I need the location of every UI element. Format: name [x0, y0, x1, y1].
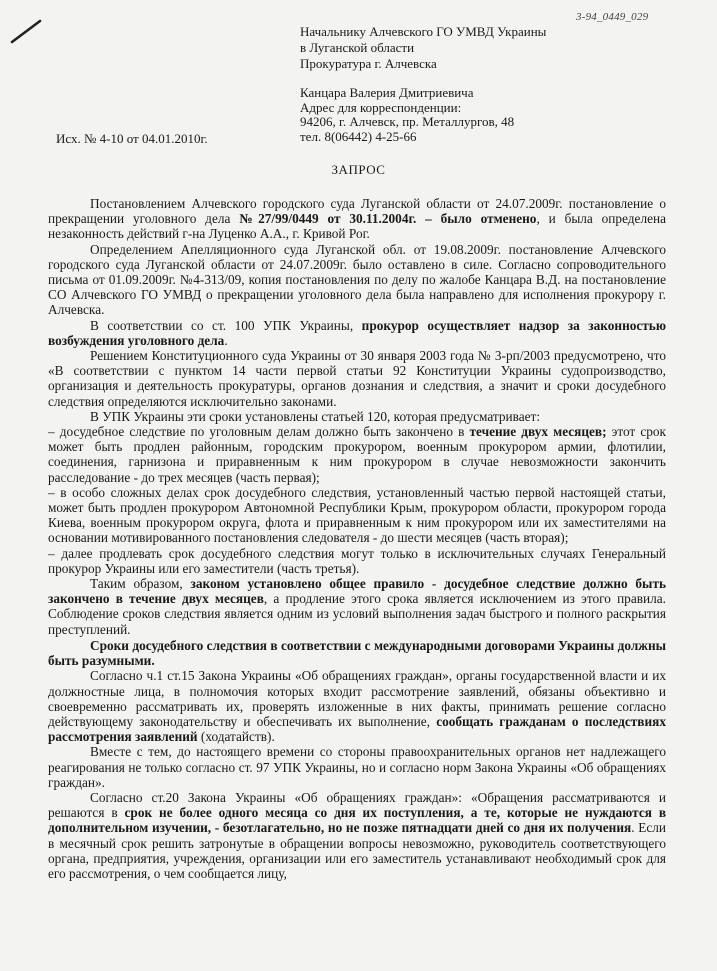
list-item: – далее продлевать срок досудебного следствия могут только в исключительных случаях Генеральный прокурор Украины или его заместители (часть третья).	[48, 545, 666, 576]
handwritten-stroke-mark	[0, 0, 60, 50]
sender-block	[300, 86, 700, 144]
addressee-line: Начальнику Алчевского ГО УМВД Украины	[300, 24, 547, 39]
sender-address: 94206, г. Алчевск, пр. Металлургов, 48	[300, 114, 515, 129]
paragraph: Определением Апелляционного суда Луганской обл. от 19.08.2009г. постановление Алчевского городского суда Луганской области от 24.07.2009г. было оставлено в силе. Согласно сопроводительного письма от 01.09.2009г. №4-313/09, копия постановления по делу по жалобе Канцара В.Д. на постановление СО Алчевского ГО УМВД о прекращении уголовного дела была направлено для исполнения прокурору г. Алчевска.	[48, 241, 666, 318]
paragraph: Сроки досудебного следствия в соответствии с международными договорами Украины должны быть разумными.	[48, 637, 666, 669]
paragraph: Вместе с тем, до настоящего времени со стороны правоохранительных органов нет надлежащего реагирования не только согласно ст. 97 УПК Украины, но и согласно норм Закона Украины «Об обращениях граждан».	[48, 744, 666, 790]
paragraph: Решением Конституционного суда Украины от 30 января 2003 года № 3-рп/2003 предусмотрено, что «В соответствии с пунктом 14 части первой статьи 92 Конституции Украины судопроизводство, организация и деятельность прокуратуры, органов дознания и следствия, а значит и сроки досудебного следствия определяются исключительно законами.	[48, 348, 666, 409]
outgoing-reference: Исх. № 4-10 от 04.01.2010г.	[56, 131, 208, 146]
addressee-line: Прокуратура г. Алчевска	[300, 56, 437, 71]
document-stamp-code: 3-94_0449_029	[576, 11, 649, 23]
list-item: – в особо сложных делах срок досудебного следствия, установленный частью первой настоящей статьи, может быть продлен прокурором Автономной Республики Крым, прокурором области, прокурором города Киева, военным прокурором округа, флота и приравненным к ним прокурором или их заместителями на основании мотивированного постановления следователя - до шести месяцев (часть вторая);	[48, 484, 666, 546]
sender-phone: тел. 8(06442) 4-25-66	[300, 128, 417, 144]
paragraph: В УПК Украины эти сроки установлены статьей 120, которая предусматривает:	[90, 408, 541, 424]
sender-name: Канцара Валерия Дмитриевича	[300, 85, 474, 100]
addressee-line: в Луганской области	[300, 40, 415, 55]
document-title: ЗАПРОС	[331, 162, 386, 177]
sender-address-label: Адрес для корреспонденции:	[300, 99, 462, 115]
paragraph: Постановлением Алчевского городского суда Луганской области от 24.07.2009г. постановление о прекращении уголовного дела №27/99/0449 от 30.11.2004г. – было отменено, и была определена незаконность действий г-на Луценко А.А., г. Кривой Рог.	[48, 196, 667, 242]
paragraph: Согласно ч.1 ст.15 Закона Украины «Об обращениях граждан», органы государственной власти и их должностные лица, в полномочия которых входит рассмотрение заявлений, обязаны объективно и своевременно рассматривать их, проверять изложенные в них факты, принимать решение согласно действующему законодательству и обеспечивать их выполнение, сообщать гражданам о последствиях рассмотрения заявлений (ходатайств).	[48, 668, 666, 745]
document-body	[48, 196, 666, 881]
paragraph: Таким образом, законом установлено общее правило - досудебное следствие должно быть закончено в течение двух месяцев, а продление этого срока является исключением из этого правила. Соблюдение сроков следствия является одним из условий выполнения задач быстрого и полного раскрытия преступлений.	[48, 576, 667, 637]
paragraph: В соответствии со ст. 100 УПК Украины, прокурор осуществляет надзор за законностью возбуждения уголовного дела.	[48, 317, 666, 348]
list-item: – досудебное следствие по уголовным делам должно быть закончено в течение двух месяцев; этот срок может быть продлен районным, городским прокурором, военным прокурором армии, флотилии, соединения, гарнизона и приравненным к ним прокурором в случае невозможности закончить расследование - до трех месяцев (часть первая);	[48, 424, 666, 485]
paragraph: Согласно ст.20 Закона Украины «Об обращениях граждан»: «Обращения рассматриваются и решаются в срок не более одного месяца со дня их поступления, а те, которые не нуждаются в дополнительном изучении, - безотлагательно, но не позже пятнадцати дней со дня их получения. Если в месячный срок решить затронутые в обращении вопросы невозможно, руководитель соответствующего органа, предприятия, учреждения, организации или его заместитель устанавливают необходимый срок для его рассмотрения, о чем сообщается лицу,	[48, 789, 666, 881]
addressee-block	[300, 24, 700, 72]
